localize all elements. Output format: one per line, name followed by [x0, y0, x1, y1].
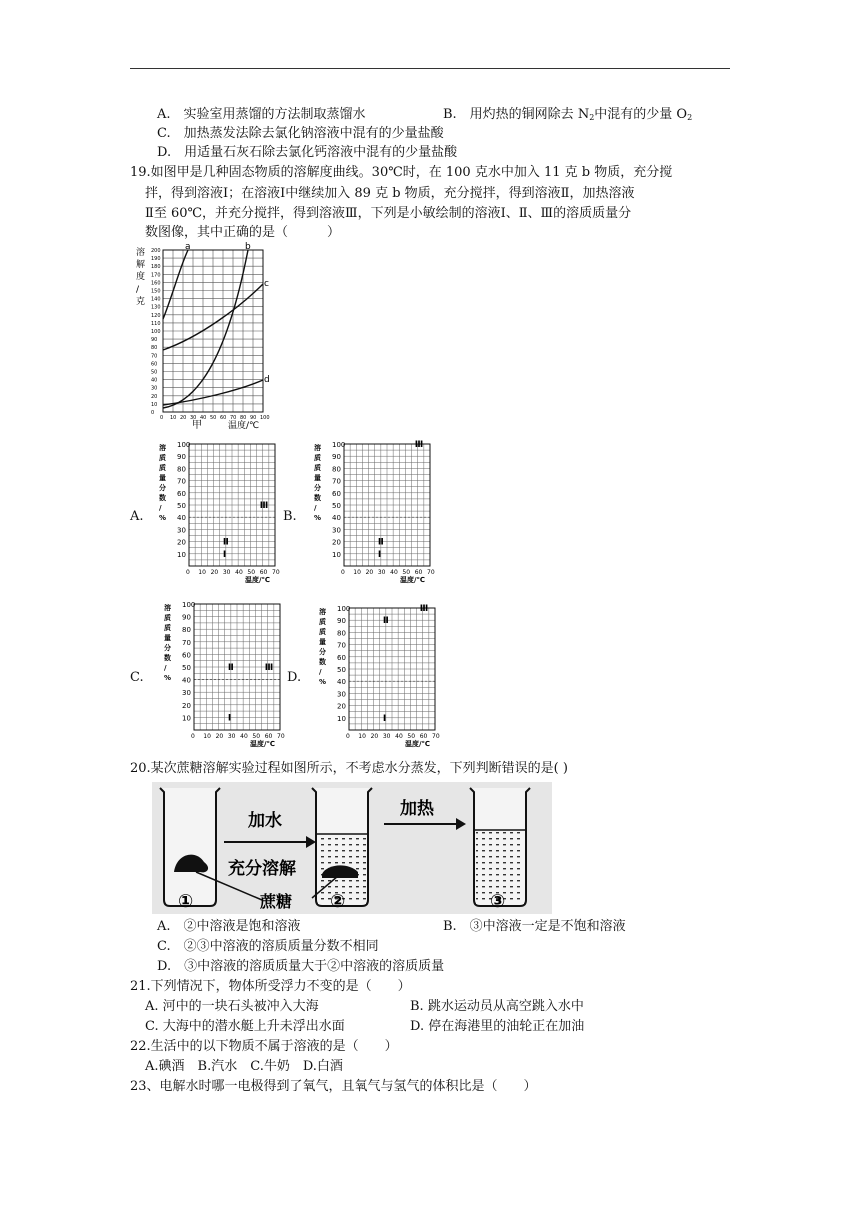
option-x-tick: 10: [353, 569, 361, 576]
option-ylabel-char: 溶: [314, 444, 321, 452]
option-x-tick: 20: [215, 733, 224, 740]
q19-stem-line2: 拌，得到溶液Ⅰ；在溶液Ⅰ中继续加入 89 克 b 物质，充分搅拌，得到溶液Ⅱ，加热溶液: [145, 186, 635, 201]
graph-ylabel-4: /: [136, 285, 140, 295]
graph-y-tick: 160: [151, 280, 161, 287]
graph-ylabel-2: 解: [136, 260, 146, 270]
option-y-tick: 60: [177, 489, 186, 498]
option-y-tick: 10: [337, 714, 346, 723]
option-x-tick: 0: [191, 733, 195, 740]
option-a-chart: [155, 438, 287, 584]
sucrose-experiment-figure: [152, 782, 552, 914]
solubility-grid: [151, 248, 270, 421]
option-y-tick: 50: [332, 502, 341, 510]
graph-ylabel-1: 溶: [136, 248, 146, 258]
curve-a: [163, 250, 188, 319]
option-marker: Ⅲ: [264, 663, 274, 673]
header-rule: [130, 68, 730, 69]
q22-options: A.碘酒 B.汽水 C.牛奶 D.白酒: [145, 1059, 343, 1074]
beaker-1: [160, 788, 220, 906]
option-y-tick: 60: [337, 653, 346, 662]
q21-option-a: A. 河中的一块石头被冲入大海: [145, 999, 319, 1014]
option-x-tick: 20: [370, 733, 379, 740]
option-y-tick: 40: [182, 676, 191, 685]
option-x-tick: 40: [390, 569, 398, 576]
option-ylabel-char: 数: [159, 494, 166, 502]
option-marker: Ⅱ: [377, 537, 384, 548]
graph-y-tick: 190: [151, 256, 161, 263]
q20-option-b: B. ③中溶液一定是不饱和溶液: [443, 919, 626, 934]
option-ylabel-char: 质: [314, 464, 321, 472]
graph-x-tick: 10: [170, 415, 177, 421]
option-x-tick: 50: [247, 569, 256, 576]
option-x-tick: 70: [427, 569, 435, 576]
option-y-tick: 10: [177, 550, 186, 559]
option-x-tick: 50: [252, 733, 261, 740]
graph-y-tick: 200: [151, 248, 161, 254]
option-x-tick: 20: [365, 569, 374, 576]
graph-y-tick: 60: [151, 361, 158, 368]
option-ylabel-char: %: [164, 674, 172, 682]
graph-x-tick: 100: [260, 415, 270, 421]
graph-y-tick: 170: [151, 272, 161, 279]
option-y-tick: 80: [182, 626, 191, 635]
option-y-tick: 50: [182, 664, 191, 672]
sugar-label: 蔗糖: [260, 892, 293, 911]
option-x-tick: 0: [341, 569, 345, 576]
option-ylabel-char: 量: [314, 474, 321, 482]
option-y-tick: 90: [337, 617, 346, 626]
option-y-tick: 30: [337, 690, 346, 699]
option-x-tick: 0: [186, 569, 190, 576]
option-x-tick: 60: [419, 733, 428, 740]
option-ylabel-char: 质: [159, 464, 166, 472]
option-ylabel-char: 质: [159, 454, 166, 462]
option-ylabel-char: %: [319, 678, 327, 686]
graph-y-tick: 110: [151, 320, 161, 327]
graph-x-tick: 90: [250, 415, 257, 421]
option-marker: Ⅰ: [227, 713, 232, 724]
option-ylabel-char: /: [159, 504, 162, 512]
graph-y-tick: 180: [151, 264, 161, 271]
option-ylabel-char: 数: [319, 658, 326, 666]
option-ylabel-char: 分: [314, 484, 321, 492]
option-y-tick: 70: [182, 638, 191, 647]
option-x-tick: 60: [264, 733, 273, 740]
option-ylabel-char: %: [314, 514, 322, 522]
option-x-tick: 20: [210, 569, 219, 576]
option-y-tick: 10: [332, 550, 341, 559]
option-ylabel-char: /: [314, 504, 317, 512]
option-y-tick: 70: [332, 477, 341, 486]
option-x-tick: 10: [358, 733, 366, 740]
beaker-2-label: ②: [330, 891, 346, 912]
q19-option-d-label[interactable]: D.: [287, 670, 302, 685]
q20-option-a: A. ②中溶液是饱和溶液: [157, 919, 301, 934]
option-y-tick: 100: [177, 441, 191, 449]
option-ylabel-char: 质: [319, 628, 326, 636]
option-ylabel-char: 量: [159, 474, 166, 482]
q19-stem-line1: 19.如图甲是几种固态物质的溶解度曲线。30℃时，在 100 克水中加入 11 克 b 物质，充分搅: [130, 165, 673, 180]
option-y-tick: 70: [177, 477, 186, 486]
beaker-1-label: ①: [178, 891, 194, 912]
graph-y-tick: 30: [151, 385, 158, 392]
option-ylabel-char: 分: [164, 644, 171, 652]
option-y-tick: 40: [332, 514, 341, 523]
option-marker: Ⅲ: [259, 501, 269, 511]
option-x-tick: 60: [414, 569, 423, 576]
option-y-tick: 80: [177, 465, 186, 474]
graph-y-tick: 70: [151, 353, 158, 360]
option-marker: Ⅱ: [222, 537, 229, 548]
option-ylabel-char: 分: [159, 484, 166, 492]
option-x-tick: 40: [235, 569, 243, 576]
option-x-tick: 60: [259, 569, 268, 576]
graph-y-tick: 10: [151, 401, 158, 408]
graph-caption: 甲: [192, 420, 202, 431]
q21-option-d: D. 停在海港里的油轮正在加油: [410, 1019, 585, 1034]
beaker-3-label: ③: [490, 891, 506, 912]
graph-xlabel: 温度/℃: [228, 421, 260, 431]
graph-y-tick: 150: [151, 288, 161, 295]
q19-stem-line3: Ⅱ至 60℃，并充分搅拌，得到溶液Ⅲ，下列是小敏绘制的溶液Ⅰ、Ⅱ、Ⅲ的溶质质量分: [145, 206, 632, 221]
option-ylabel-char: 溶: [159, 444, 166, 452]
graph-x-tick: 0: [160, 415, 164, 421]
graph-y-tick: 140: [151, 296, 161, 303]
q18-option-b: B. 用灼热的铜网除去 $N_2$中混有的少量 $O_2$: [443, 107, 693, 122]
option-y-tick: 20: [182, 701, 191, 710]
graph-y-tick: 0: [151, 410, 155, 416]
option-b-chart: [310, 438, 442, 584]
option-ylabel-char: 量: [319, 638, 326, 646]
option-y-tick: 100: [332, 441, 346, 449]
option-y-tick: 30: [332, 526, 341, 535]
option-y-tick: 20: [177, 538, 186, 547]
option-y-tick: 100: [182, 601, 196, 609]
option-y-tick: 60: [182, 651, 191, 660]
q19-stem-line4: 数图像，其中正确的是（ ）: [145, 225, 341, 240]
option-c-chart: [160, 598, 292, 748]
option-ylabel-char: %: [159, 514, 167, 522]
option-y-tick: 20: [337, 702, 346, 711]
option-x-tick: 10: [203, 733, 211, 740]
option-x-tick: 50: [402, 569, 411, 576]
option-marker: Ⅲ: [419, 604, 429, 614]
option-ylabel-char: 质: [164, 624, 171, 632]
graph-ylabel-3: 度: [136, 272, 146, 282]
option-y-tick: 90: [177, 453, 186, 462]
q18-option-a: A. 实验室用蒸馏的方法制取蒸馏水: [157, 107, 366, 122]
option-x-tick: 30: [377, 569, 386, 576]
option-x-tick: 30: [382, 733, 391, 740]
option-ylabel-char: /: [319, 668, 322, 676]
graph-x-tick: 60: [220, 415, 227, 421]
q23-stem: 23、电解水时哪一电极得到了氧气，且氧气与氢气的体积比是（ ）: [130, 1079, 537, 1094]
option-ylabel-char: 溶: [319, 608, 326, 616]
option-ylabel-char: 质: [319, 618, 326, 626]
option-xlabel: 温度/℃: [400, 576, 426, 584]
q21-option-b: B. 跳水运动员从高空跳入水中: [410, 999, 584, 1014]
graph-y-tick: 20: [151, 393, 158, 400]
option-x-tick: 70: [272, 569, 280, 576]
graph-y-tick: 120: [151, 312, 161, 319]
curve-label-c: c: [264, 279, 269, 289]
option-x-tick: 30: [222, 569, 231, 576]
option-ylabel-char: 质: [314, 454, 321, 462]
option-y-tick: 100: [337, 605, 351, 613]
option-x-tick: 50: [407, 733, 416, 740]
option-y-tick: 30: [177, 526, 186, 535]
option-y-tick: 50: [337, 666, 346, 674]
option-y-tick: 50: [177, 502, 186, 510]
option-ylabel-char: 质: [164, 614, 171, 622]
option-y-tick: 20: [332, 538, 341, 547]
option-y-tick: 80: [332, 465, 341, 474]
graph-y-tick: 100: [151, 329, 161, 335]
option-y-tick: 80: [337, 629, 346, 638]
q21-option-c: C. 大海中的潜水艇上升未浮出水面: [145, 1019, 345, 1034]
option-y-tick: 90: [182, 613, 191, 622]
graph-y-tick: 130: [151, 304, 161, 311]
option-ylabel-char: /: [164, 664, 167, 672]
option-ylabel-char: 量: [164, 634, 171, 642]
curve-label-d: d: [264, 375, 270, 385]
graph-x-tick: 20: [180, 415, 187, 421]
option-y-tick: 90: [332, 453, 341, 462]
option-xlabel: 温度/℃: [250, 740, 276, 748]
curve-label-a: a: [185, 242, 191, 252]
option-marker: Ⅱ: [227, 663, 234, 673]
option-x-tick: 30: [227, 733, 236, 740]
option-marker: Ⅱ: [382, 616, 389, 627]
curve-label-b: b: [245, 242, 251, 252]
option-y-tick: 40: [177, 514, 186, 523]
q18-option-c: C. 加热蒸发法除去氯化钠溶液中混有的少量盐酸: [157, 126, 444, 141]
step2-label: 加热: [400, 799, 434, 819]
q21-stem: 21.下列情况下，物体所受浮力不变的是（ ）: [130, 979, 411, 994]
graph-y-tick: 50: [151, 369, 158, 376]
option-x-tick: 0: [346, 733, 350, 740]
option-ylabel-char: 数: [164, 654, 171, 662]
graph-x-tick: 80: [240, 415, 247, 421]
option-x-tick: 70: [277, 733, 285, 740]
graph-x-tick: 70: [230, 415, 237, 421]
option-y-tick: 70: [337, 641, 346, 650]
graph-ylabel-5: 克: [136, 297, 146, 307]
graph-x-tick: 30: [190, 415, 197, 421]
option-y-tick: 30: [182, 689, 191, 698]
option-marker: Ⅰ: [222, 549, 227, 560]
option-x-tick: 40: [395, 733, 403, 740]
option-xlabel: 温度/℃: [405, 740, 431, 748]
step1-label: 加水: [248, 811, 282, 831]
option-d-chart: [315, 602, 447, 748]
graph-y-tick: 80: [151, 345, 158, 352]
option-ylabel-char: 溶: [164, 604, 171, 612]
option-ylabel-char: 分: [319, 648, 326, 656]
q19-option-a-label[interactable]: A.: [130, 509, 144, 524]
graph-y-tick: 90: [151, 337, 158, 344]
option-y-tick: 40: [337, 678, 346, 687]
q20-option-d: D. ③中溶液的溶质质量大于②中溶液的溶质质量: [157, 959, 445, 974]
option-marker: Ⅰ: [382, 713, 387, 724]
q20-stem: 20.某次蔗糖溶解实验过程如图所示，不考虑水分蒸发，下列判断错误的是( ): [130, 761, 568, 776]
solubility-graph: [130, 242, 280, 432]
step1b-label: 充分溶解: [228, 859, 296, 879]
option-y-tick: 10: [182, 714, 191, 723]
q22-stem: 22.生活中的以下物质不属于溶液的是（ ）: [130, 1039, 398, 1054]
option-marker: Ⅰ: [377, 549, 382, 560]
q20-option-c: C. ②③中溶液的溶质质量分数不相同: [157, 939, 379, 954]
option-x-tick: 40: [240, 733, 248, 740]
graph-y-tick: 40: [151, 377, 158, 384]
option-marker: Ⅲ: [414, 440, 424, 450]
q18-option-d: D. 用适量石灰石除去氯化钙溶液中混有的少量盐酸: [157, 145, 458, 160]
option-ylabel-char: 数: [314, 494, 321, 502]
graph-x-tick: 50: [210, 415, 217, 421]
graph-x-tick: 40: [200, 415, 207, 421]
option-x-tick: 10: [198, 569, 206, 576]
option-y-tick: 60: [332, 489, 341, 498]
q19-option-c-label[interactable]: C.: [130, 670, 144, 685]
q19-option-b-label[interactable]: B.: [283, 509, 297, 524]
option-x-tick: 70: [432, 733, 440, 740]
option-xlabel: 温度/℃: [245, 576, 271, 584]
